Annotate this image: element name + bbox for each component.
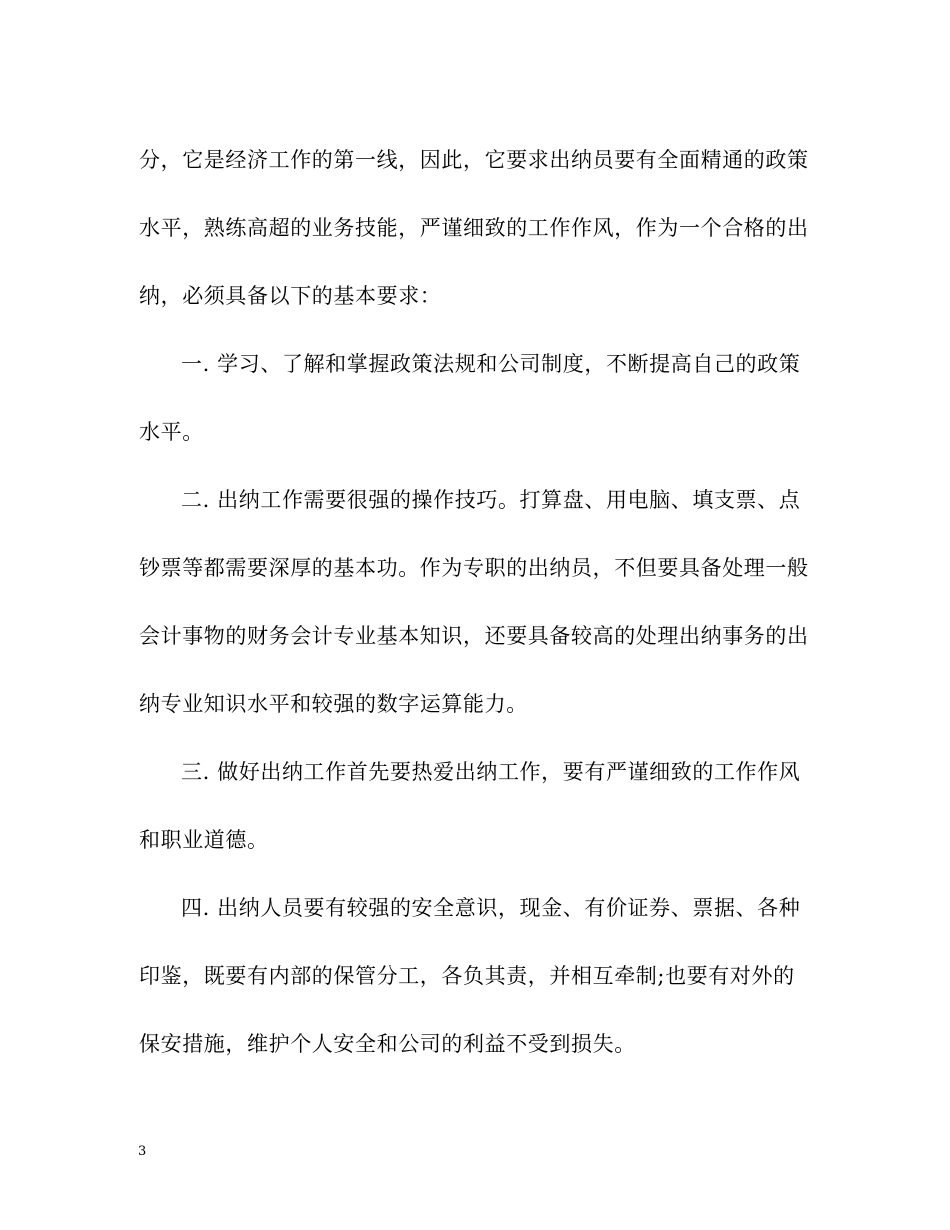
body-text-line: 和职业道德。 xyxy=(139,828,269,852)
body-text-line: 水平。 xyxy=(139,420,204,444)
page-number: 3 xyxy=(138,1144,147,1159)
body-text-line: 纳专业知识水平和较强的数字运算能力。 xyxy=(139,692,528,716)
numbered-paragraph-line: 四. 出纳人员要有较强的安全意识，现金、有价证券、票据、各种 xyxy=(181,896,801,920)
body-text-line: 印鉴，既要有内部的保管分工，各负其责，并相互牵制;也要有对外的 xyxy=(139,964,795,988)
body-text-line: 纳，必须具备以下的基本要求： xyxy=(139,284,442,308)
numbered-paragraph-line: 三. 做好出纳工作首先要热爱出纳工作，要有严谨细致的工作作风 xyxy=(181,760,801,784)
body-text-line: 分，它是经济工作的第一线，因此，它要求出纳员要有全面精通的政策 xyxy=(139,148,809,172)
body-text-line: 会计事物的财务会计专业基本知识，还要具备较高的处理出纳事务的出 xyxy=(139,624,809,648)
numbered-paragraph-line: 二. 出纳工作需要很强的操作技巧。打算盘、用电脑、填支票、点 xyxy=(181,488,801,512)
numbered-paragraph-line: 一. 学习、了解和掌握政策法规和公司制度，不断提高自己的政策 xyxy=(181,352,801,376)
body-text-line: 保安措施，维护个人安全和公司的利益不受到损失。 xyxy=(139,1032,636,1056)
body-text-line: 钞票等都需要深厚的基本功。作为专职的出纳员，不但要具备处理一般 xyxy=(139,556,809,580)
body-text-line: 水平，熟练高超的业务技能，严谨细致的工作作风，作为一个合格的出 xyxy=(139,216,809,240)
